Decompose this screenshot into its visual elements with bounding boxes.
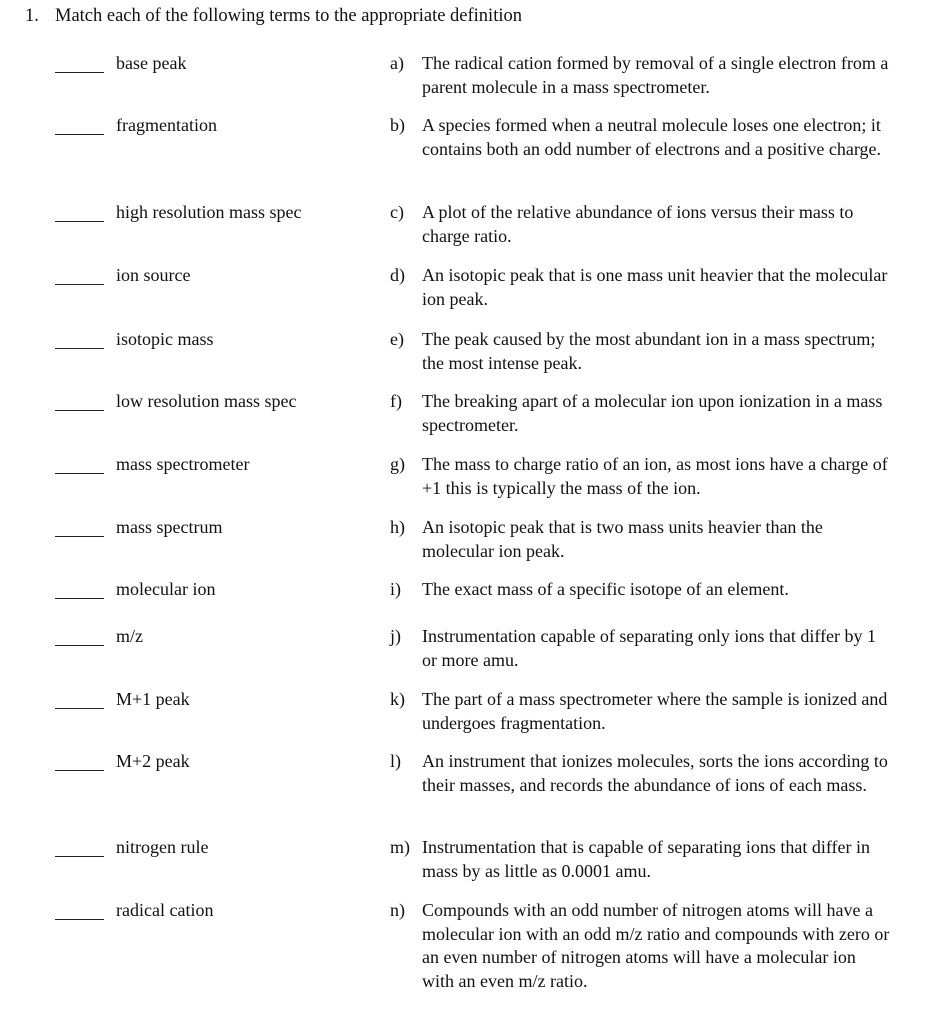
definition-letter: k) xyxy=(390,689,405,709)
definition-letter: f) xyxy=(390,391,402,411)
definition-text: The mass to charge ratio of an ion, as most ions have a charge of +1 this is typically the mass of the ion. xyxy=(422,454,888,498)
term-mass-spectrometer: mass spectrometer xyxy=(116,454,250,474)
term-mass-spectrum: mass spectrum xyxy=(116,517,223,537)
term-nitrogen-rule: nitrogen rule xyxy=(116,837,209,857)
definition-letter: n) xyxy=(390,900,405,920)
definition-letter: d) xyxy=(390,265,405,285)
definition-i xyxy=(390,578,890,602)
term-m-plus-2-peak: M+2 peak xyxy=(116,751,190,771)
definition-c xyxy=(390,201,890,248)
definition-j xyxy=(390,625,890,672)
term-molecular-ion: molecular ion xyxy=(116,579,216,599)
answer-blank-m-z[interactable] xyxy=(55,645,104,646)
answer-blank-m-plus-2-peak[interactable] xyxy=(55,770,104,771)
definition-letter: h) xyxy=(390,517,405,537)
answer-blank-mass-spectrum[interactable] xyxy=(55,536,104,537)
definition-letter: i) xyxy=(390,579,401,599)
definition-n xyxy=(390,899,890,993)
question-heading xyxy=(25,5,522,27)
definition-k xyxy=(390,688,890,735)
answer-blank-base-peak[interactable] xyxy=(55,72,104,73)
definition-text: A species formed when a neutral molecule loses one electron; it contains both an odd number of electrons and a positive charge. xyxy=(422,115,882,159)
answer-blank-low-resolution-mass-spec[interactable] xyxy=(55,410,104,411)
definition-f xyxy=(390,390,890,437)
term-base-peak: base peak xyxy=(116,53,187,73)
definition-text: A plot of the relative abundance of ions versus their mass to charge ratio. xyxy=(422,202,854,246)
term-high-resolution-mass-spec: high resolution mass spec xyxy=(116,202,302,222)
term-isotopic-mass: isotopic mass xyxy=(116,329,214,349)
definition-letter: b) xyxy=(390,115,405,135)
definition-letter: m) xyxy=(390,837,410,857)
definition-text: Compounds with an odd number of nitrogen atoms will have a molecular ion with an odd m/z ratio and compounds with zero or an even number of nitrogen atoms will have a molecular ion with an even m/z ratio. xyxy=(422,900,890,991)
definition-text: The part of a mass spectrometer where the sample is ionized and undergoes fragmentation. xyxy=(422,689,888,733)
definition-letter: g) xyxy=(390,454,405,474)
term-m-plus-1-peak: M+1 peak xyxy=(116,689,190,709)
answer-blank-molecular-ion[interactable] xyxy=(55,598,104,599)
answer-blank-fragmentation[interactable] xyxy=(55,134,104,135)
answer-blank-ion-source[interactable] xyxy=(55,284,104,285)
definition-h xyxy=(390,516,890,563)
answer-blank-m-plus-1-peak[interactable] xyxy=(55,708,104,709)
definition-text: The breaking apart of a molecular ion upon ionization in a mass spectrometer. xyxy=(422,391,883,435)
definition-b xyxy=(390,114,890,161)
definition-text: The radical cation formed by removal of a single electron from a parent molecule in a mass spectrometer. xyxy=(422,53,889,97)
question-number: 1. xyxy=(25,6,39,26)
answer-blank-mass-spectrometer[interactable] xyxy=(55,473,104,474)
question-prompt: Match each of the following terms to the appropriate definition xyxy=(55,6,522,26)
definition-text: An isotopic peak that is one mass unit heavier that the molecular ion peak. xyxy=(422,265,888,309)
definition-letter: c) xyxy=(390,202,404,222)
definition-e xyxy=(390,328,890,375)
definition-g xyxy=(390,453,890,500)
definition-letter: a) xyxy=(390,53,404,73)
term-m-z: m/z xyxy=(116,626,143,646)
answer-blank-nitrogen-rule[interactable] xyxy=(55,856,104,857)
term-radical-cation: radical cation xyxy=(116,900,214,920)
answer-blank-high-resolution-mass-spec[interactable] xyxy=(55,221,104,222)
term-fragmentation: fragmentation xyxy=(116,115,217,135)
definition-letter: e) xyxy=(390,329,404,349)
definition-text: The peak caused by the most abundant ion in a mass spectrum; the most intense peak. xyxy=(422,329,876,373)
definition-m xyxy=(390,836,890,883)
definition-text: An isotopic peak that is two mass units heavier than the molecular ion peak. xyxy=(422,517,823,561)
answer-blank-isotopic-mass[interactable] xyxy=(55,348,104,349)
definition-text: The exact mass of a specific isotope of an element. xyxy=(422,579,789,599)
definition-a xyxy=(390,52,890,99)
term-ion-source: ion source xyxy=(116,265,191,285)
answer-blank-radical-cation[interactable] xyxy=(55,919,104,920)
definition-letter: l) xyxy=(390,751,401,771)
definition-text: An instrument that ionizes molecules, sorts the ions according to their masses, and records the abundance of ions of each mass. xyxy=(422,751,888,795)
definition-l xyxy=(390,750,890,797)
definition-letter: j) xyxy=(390,626,401,646)
definition-text: Instrumentation capable of separating only ions that differ by 1 or more amu. xyxy=(422,626,877,670)
definition-d xyxy=(390,264,890,311)
definition-text: Instrumentation that is capable of separating ions that differ in mass by as little as 0.0001 amu. xyxy=(422,837,871,881)
term-low-resolution-mass-spec: low resolution mass spec xyxy=(116,391,297,411)
